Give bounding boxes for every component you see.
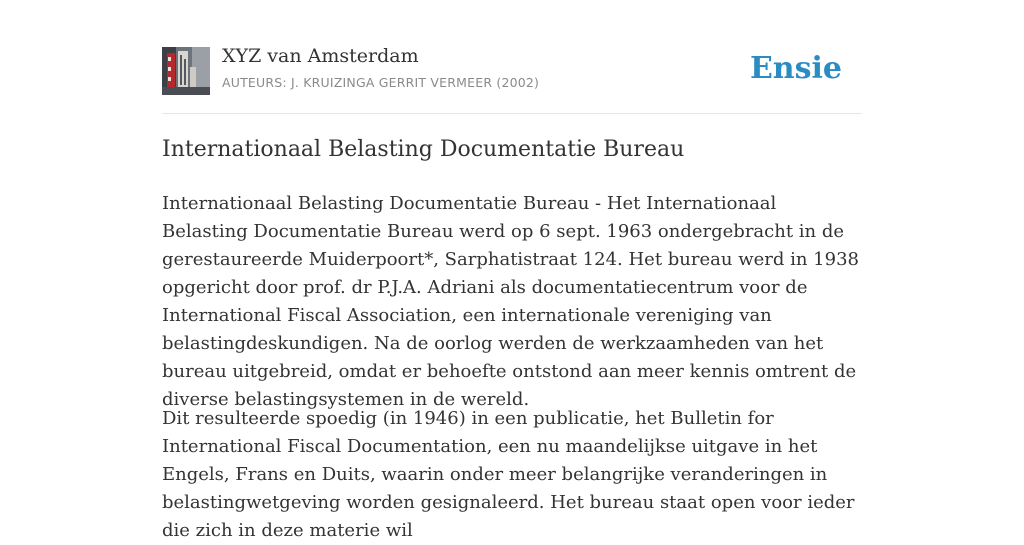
book-cover-photo-icon[interactable] [162,47,210,95]
book-authors: AUTEURS: J. KRUIZINGA GERRIT VERMEER (2002) [222,75,540,90]
book-title[interactable]: XYZ van Amsterdam [222,45,419,67]
article-title: Internationaal Belasting Documentatie Bureau [162,137,685,162]
book-header [162,0,862,114]
article-paragraph: Dit resulteerde spoedig (in 1946) in een publicatie, het Bulletin for International Fiscal Documentation, een nu maandelijkse uitgave in het Engels, Frans en Duits, waarin onder meer belangrijke veranderingen in belastingwetgeving worden gesignaleerd. Het bureau staat open voor ieder die zich in deze materie wil [162,408,855,541]
article-paragraph: Internationaal Belasting Documentatie Bureau - Het Internationaal Belasting Documentatie Bureau werd op 6 sept. 1963 ondergebracht in de gerestaureerde Muiderpoort*, Sarphatistraat 124. Het bureau werd in 1938 opgericht door prof. dr P.J.A. Adriani als documentatiecentrum voor de International Fiscal Association, een internationale vereniging van belastingdeskundigen. Na de oorlog werden de werkzaamheden van het bureau uitgebreid, omdat er behoefte ontstond aan meer kennis omtrent de diverse belastingsystemen in de wereld. [162,193,859,410]
ensie-logo[interactable]: Ensie [749,51,842,86]
content-container [162,0,862,541]
